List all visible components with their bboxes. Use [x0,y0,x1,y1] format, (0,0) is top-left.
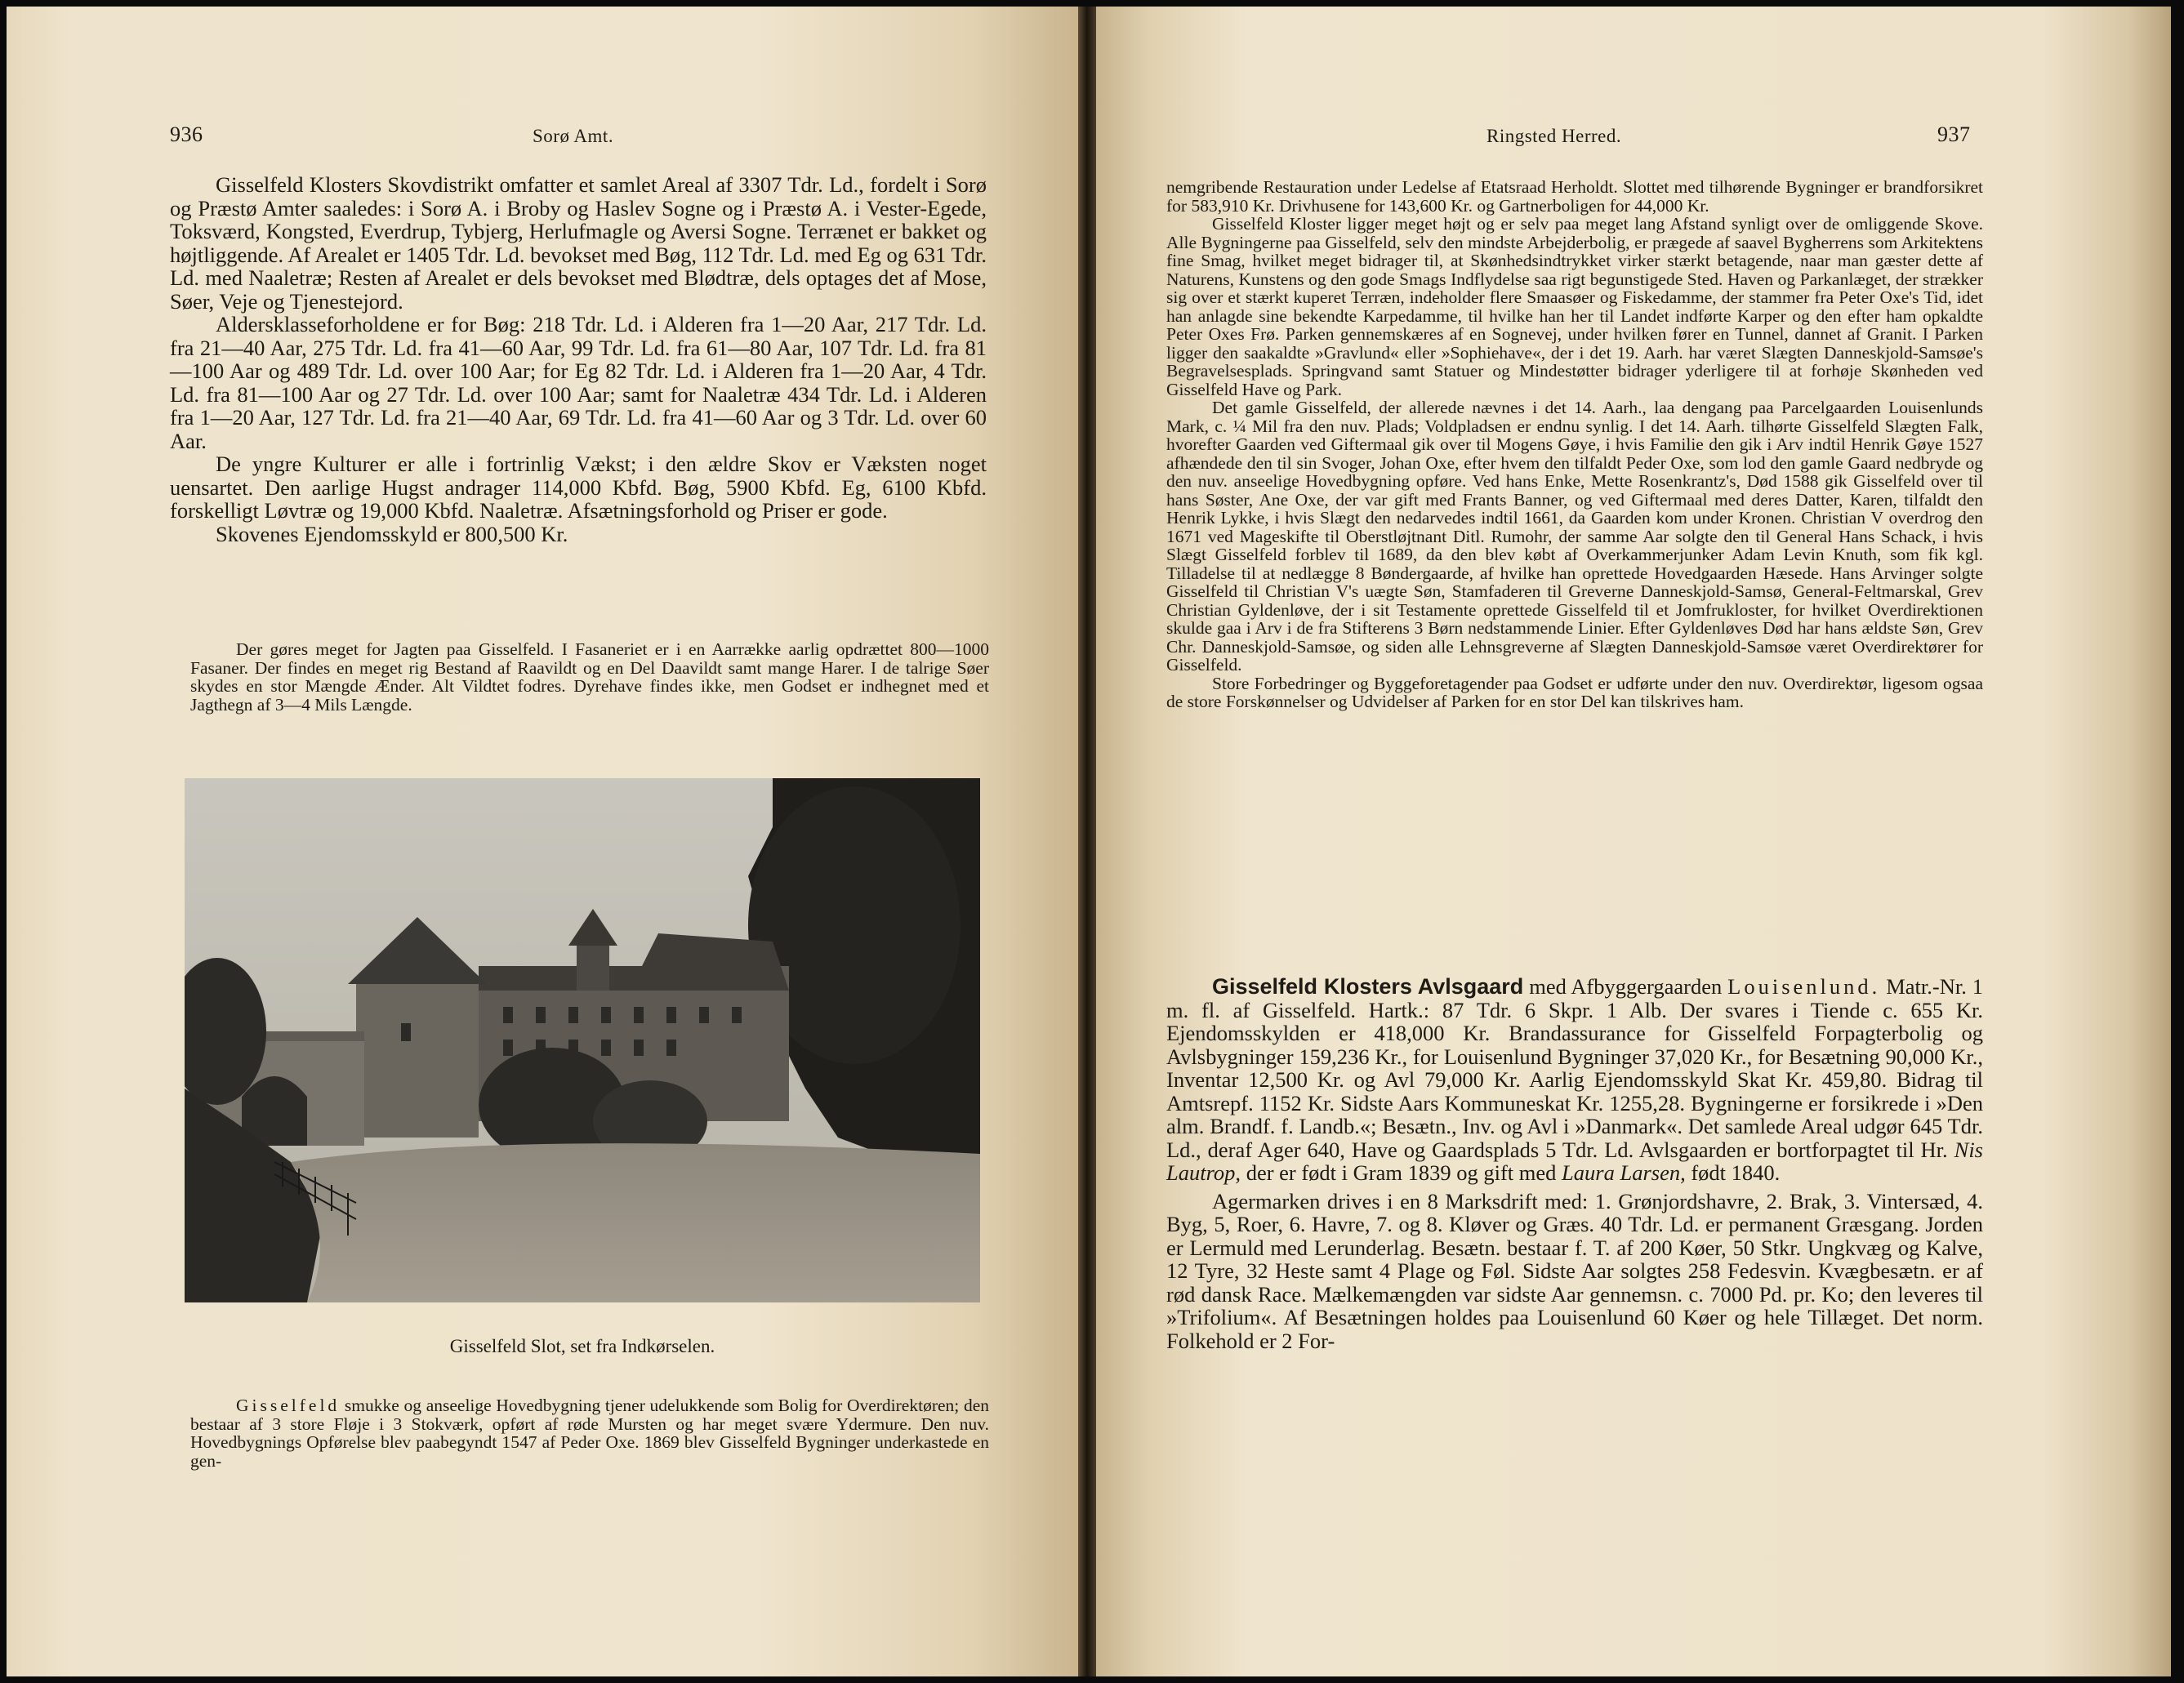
running-head: Sorø Amt. [533,126,614,146]
paragraph-small: Gisselfeld Kloster ligger meget højt og er selv paa meget lang Afstand synligt over de omliggende Skove. Alle Bygningerne paa Gisselfeld, selv den mindste Arbejderbolig, er prægede af saavel Bygherrens som Arkitektens fine Smag, hvilket meget bidrager til, at Skønhedsindtrykket virker stærkt betagende, naar man gæster dette af Naturens, Kunstens og den gode Smags Indflydelse saa rigt begunstigede Sted. Haven og Parkanlæget, der strækker sig over et stærkt kuperet Terræn, indeholder flere Smaasøer og Fiskedamme, der stammer fra Peter Oxe's Tid, idet han anlagde sine bekendte Karpedamme, til hvilke han her til Landet indførte Karper og den efter ham opkaldte Peter Oxes Frø. Parken gennemskæres af en Sognevej, under hvilken fører en Tunnel, dannet af Granit. I Parken ligger den saakaldte »Gravlund« eller »Sophiehave«, der i det 19. Aarh. har været Slægten Danneskjold-Samsøe's Begravelsesplads. Springvand samt Statuer og Mindestøtter bidrager yderligere til at forhøje Skønheden ved Gisselfeld Have og Park. [1166,214,1983,399]
left-page [7,7,1078,1676]
section-text: Matr.-Nr. 1 m. fl. af Gisselfeld. Hartk.: 87 Tdr. 6 Skpr. 1 Alb. Der svares i Tiende c. 655 Kr. Ejendomsskylden er 418,000 Kr. Brandassurance for Gisselfeld Forpagterbolig og Avlsbygninger 159,236 Kr., for Louisenlund Bygninger 37,020 Kr., for Besætning 90,000 Kr., Inventar 12,500 Kr. og Avl 79,000 Kr. Aarlig Ejendomsskyld Skat Kr. 459,80. Bidrag til Amtsrepf. 1152 Kr. Sidste Aars Kommuneskat Kr. 1255,28. Bygningerne er forsikrede i »Den alm. Brandf. f. Landb.«; Besætn., Inv. og Avl i »Danmark«. Det samlede Areal udgør 645 Tdr. Ld., deraf Ager 640, Have og Gaardsplads 5 Tdr. Ld. Avlsgaarden er bortforpagtet til Hr. [1166,974,1984,1162]
paragraph-small [190,1396,989,1470]
paragraph: Gisselfeld Klosters Skovdistrikt omfatter et samlet Areal af 3307 Tdr. Ld., fordelt i Sorø og Præstø Amter saaledes: i Sorø A. i Broby og Haslev Sogne og i Præstø A. i Vester-Egede, Toksværd, Kongsted, Everdrup, Tybjerg, Herlufmagle og Aversi Sogne. Terrænet er bakket og højtliggende. Af Arealet er 1405 Tdr. Ld. bevokset med Bøg, 112 Tdr. Ld. med Eg og 631 Tdr. Ld. med Naaletræ; Resten af Arealet er dels bevokset med Blødtræ, dels optages det af Mose, Søer, Veje og Tjenestejord. [170,172,987,314]
main-text-column [170,173,987,545]
section-paragraph [1166,975,1983,1185]
castle-photo [185,778,980,1302]
page-number: 936 [170,122,203,146]
paragraph-small: Store Forbedringer og Byggeforetagender paa Godset er udførte under den nuv. Overdirektør, ligesom ogsaa de store Forskønnelser og Udvidelser af Parken for en stor Del kan tilskrives ham. [1166,673,1983,711]
small-text-column [1166,178,1983,711]
paragraph-small: Der gøres meget for Jagten paa Gisselfeld. I Fasaneriet er i en Aarrække aarlig opdrættet 800—1000 Fasaner. Der findes en meget rig Bestand af Raavildt og en Del Daavildt samt mange Harer. I de talrige Søer skydes en stor Mængde Ænder. Alt Vildtet fodres. Dyrehave findes ikke, men Godset er indhegnet med et Jagthegn af 3—4 Mils Længde. [190,639,989,715]
page-number: 937 [1937,122,1971,146]
paragraph: De yngre Kulturer er alle i fortrinlig Vækst; i den ældre Skov er Væksten noget uensartet. Den aarlige Hugst andrager 114,000 Kbfd. Bøg, 5900 Kbfd. Eg, 6100 Kbfd. forskelligt Løvtræ og 19,000 Kbfd. Naaletræ. Afsætningsforhold og Priser er gode. [170,452,987,523]
wife-name: Laura Larsen, [1562,1160,1686,1185]
paragraph: Aldersklasseforholdene er for Bøg: 218 Tdr. Ld. i Alderen fra 1—20 Aar, 217 Tdr. Ld. fra 21—40 Aar, 275 Tdr. Ld. fra 41—60 Aar, 99 Tdr. Ld. fra 61—80 Aar, 107 Tdr. Ld. fra 81—100 Aar og 489 Tdr. Ld. over 100 Aar; for Eg 82 Tdr. Ld. i Alderen fra 1—20 Aar, 4 Tdr. Ld. fra 81—100 Aar og 27 Tdr. Ld. over 100 Aar; samt for Naaletræ 434 Tdr. Ld. i Alderen fra 1—20 Aar, 127 Tdr. Ld. fra 21—40 Aar, 69 Tdr. Ld. fra 41—60 Aar og 3 Tdr. Ld. over 60 Aar. [170,312,987,453]
tenant-text: der er født i Gram 1839 og gift med [1246,1160,1557,1185]
castle-photo-illustration [185,778,980,1302]
paragraph: Agermarken drives i en 8 Marksdrift med: 1. Grønjordshavre, 2. Brak, 3. Vintersæd, 4. Byg, 5, Roer, 6. Havre, 7. og 8. Kløver og Græs. 40 Tdr. Ld. er permanent Græsgang. Jorden er Lermuld med Lerunderlag. Besætn. bestaar f. T. af 200 Køer, 50 Stkr. Ungkvæg og Kalve, 12 Tyre, 32 Heste samt 4 Plage og Føl. Sidste Aar solgtes 258 Fedesvin. Kvægbesætn. er af rød dansk Race. Mælkemængden var sidste Aar gennemsn. c. 7000 Pd. pr. Ko; den leveres til »Trifolium«. Af Besætningen holdes paa Louisenlund 60 Køer og hele Tillæget. Det norm. Folkehold er 2 For- [1166,1188,1983,1353]
paragraph-small: nemgribende Restauration under Ledelse af Etatsraad Herholdt. Slottet med tilhørende Bygninger er brandforsikret for 583,910 Kr. Drivhusene for 143,600 Kr. og Gartnerboligen for 44,000 Kr. [1166,177,1983,216]
small-text-block [190,640,989,714]
book-gutter [1078,7,1096,1676]
right-page [1096,7,2171,1676]
spaced-word: Gisselfeld [236,1396,341,1415]
photo-caption: Gisselfeld Slot, set fra Indkørselen. [449,1336,715,1356]
estate-section [1166,975,1983,1352]
paragraph: Skovenes Ejendomsskyld er 800,500 Kr. [216,521,568,546]
paragraph-small: Det gamle Gisselfeld, der allerede nævnes i det 14. Aarh., laa dengang paa Parcelgaarden Louisenlunds Mark, c. ¼ Mil fra den nuv. Plads; Voldpladsen er endnu synlig. I det 14. Aarh. tilhørte Gisselfeld Slægten Falk, hvorefter Gaarden ved Giftermaal gik over til Mogens Gøye, i hvis Familie den gik i Arv indtil Henrik Gøye 1527 afhændede den til sin Svoger, Johan Oxe, efter hvem den tilfaldt Peder Oxe, som lod den gamle Gaard nedbryde og den nuv. anseelige Hovedbygning opføre. Ved hans Enke, Mette Rosenkrantz's, Død 1588 gik Gisselfeld over til hans Søster, Ane Oxe, der var gift med Frants Banner, og ved Giftermaal med deres Datter, Karen, tilfaldt den Henrik Lykke, i hvis Slægt den nedarvedes indtil 1661, da Gaarden kom under Kronen. Christian V overdrog den 1671 ved Mageskifte til Oberstløjtnant Ditl. Rumohr, der samme Aar solgte den til General Hans Schack, i hvis Slægt Gisselfeld forblev til 1689, da den blev købt af Overkammerjunker Adam Levin Knuth, som fik kgl. Tilladelse til at nedlægge 8 Bøndergaarde, af hvilke han oprettede Hovedgaarden Hæsede. Hans Arvinger solgte Gisselfeld til Christian V's uægte Søn, Stamfaderen til Greverne Danneskjold-Samsø, General-Feltmarskal, Grev Christian Gyldenløve, der i sit Testamente oprettede Gisselfeld til et Jomfrukloster, for hvilket Overdirektionen skulde gaa i Arv i de fra Stifterens 3 Børn nedstammende Linier. Efter Gyldenløves Død har hans ældste Søn, Grev Chr. Danneskjold-Samsøe, og siden alle Lehnsgreverne af Slægten Danneskjold-Samsøe været Overdirektører for Gisselfeld. [1166,398,1983,675]
bottom-text-block [190,1396,989,1470]
tenant-name: Nis Lautrop, [1166,1137,1983,1185]
paragraph-text: smukke og anseelige Hovedbygning tjener udelukkende som Bolig for Overdirektøren; den bestaar af 3 store Fløje i 3 Stokværk, opført af røde Mursten og har meget svære Ydermure. Den nuv. Hovedbygnings Opførelse blev paabegyndt 1547 af Peder Oxe. 1869 blev Gisselfeld Bygninger underkastede en gen- [190,1396,990,1471]
section-heading: Gisselfeld Klosters Avlsgaard [1212,974,1524,999]
running-head: Ringsted Herred. [1486,126,1622,146]
section-heading-spaced: Louisenlund. [1727,974,1881,999]
section-heading-tail: med Afbyggergaarden [1529,974,1723,999]
birth-text: født 1840. [1691,1160,1781,1185]
